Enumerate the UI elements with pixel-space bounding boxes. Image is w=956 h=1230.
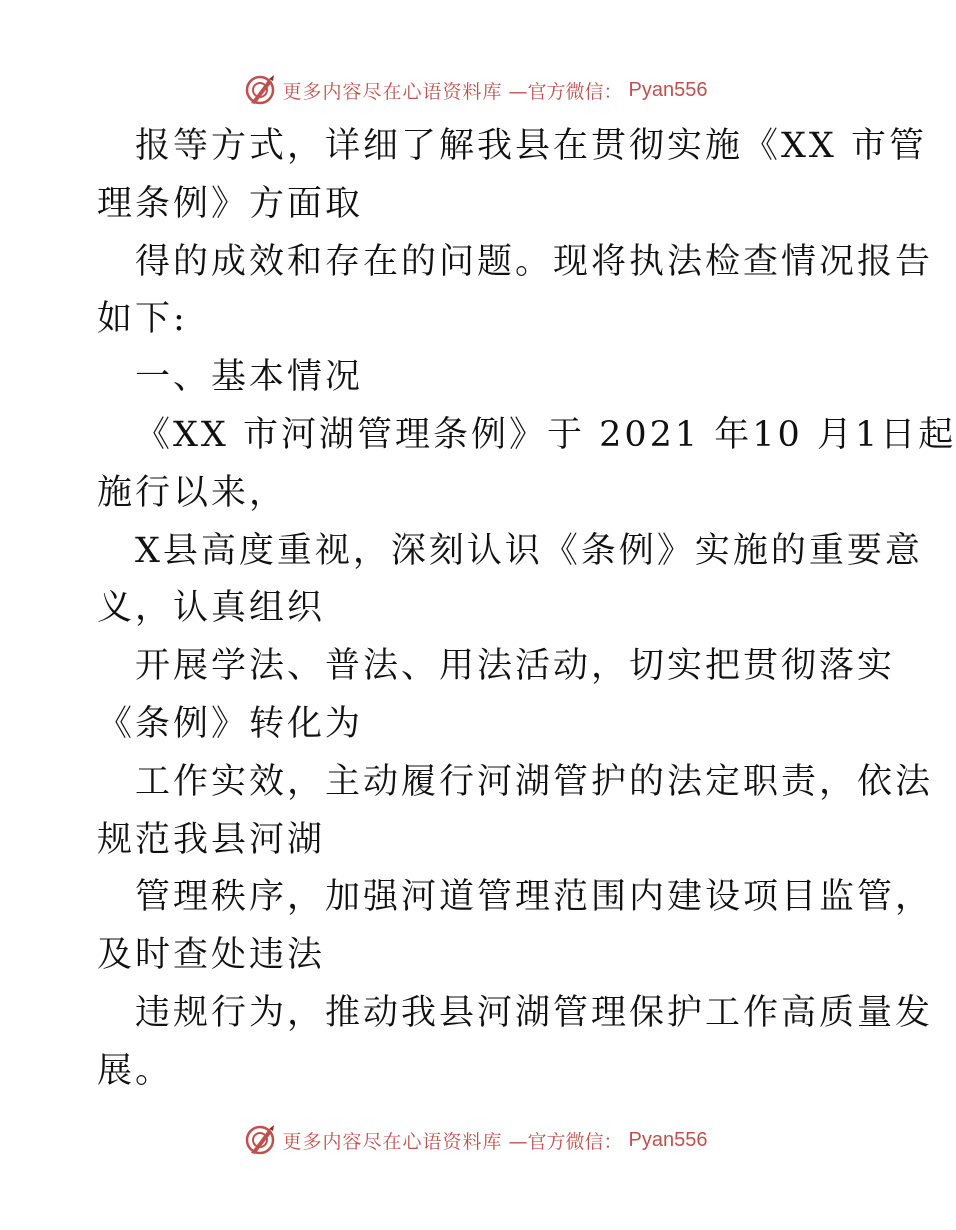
banner-text: 更多内容尽在心语资料库 [282,1130,503,1153]
banner-separator: —官方微信： [508,1130,623,1153]
text-line: 《条例》转化为 [97,703,364,744]
text-line: 报等方式，详细了解我县在贯彻实施《XX 市管 [135,126,927,166]
banner-separator: —官方微信： [508,80,623,103]
section-heading: 一、基本情况 [135,357,364,398]
text-line: 理条例》方面取 [97,183,364,224]
text-line: 及时查处违法 [97,935,326,976]
header-banner [0,70,950,110]
footer-banner [0,1120,950,1160]
text-line: 展。 [97,1050,174,1091]
text-line: 《XX 市河湖管理条例》于 2021 年10 月1日起 [135,414,956,455]
text-line: 管理秩序，加强河道管理范围内建设项目监管， [135,877,934,918]
text-line: 开展学法、普法、用法活动，切实把贯彻落实 [135,646,896,687]
banner-wechat-id: Pyan556 [628,78,708,101]
text-line: X县高度重视，深刻认识《条例》实施的重要意 [135,530,923,571]
text-line: 规范我县河湖 [97,819,326,860]
banner-wechat-id: Pyan556 [628,1128,708,1151]
text-line: 义，认真组织 [97,588,326,629]
text-line: 施行以来， [97,472,288,513]
text-line: 如下: [97,299,188,340]
text-line: 工作实效，主动履行河湖管护的法定职责，依法 [135,761,934,802]
quill-pen-logo-icon [243,1123,277,1157]
text-line: 得的成效和存在的问题。现将执法检查情况报告 [135,241,934,282]
quill-pen-logo-icon [243,73,277,107]
body-text [97,118,956,1101]
text-line: 违规行为，推动我县河湖管理保护工作高质量发 [135,992,934,1033]
banner-text: 更多内容尽在心语资料库 [282,80,503,103]
